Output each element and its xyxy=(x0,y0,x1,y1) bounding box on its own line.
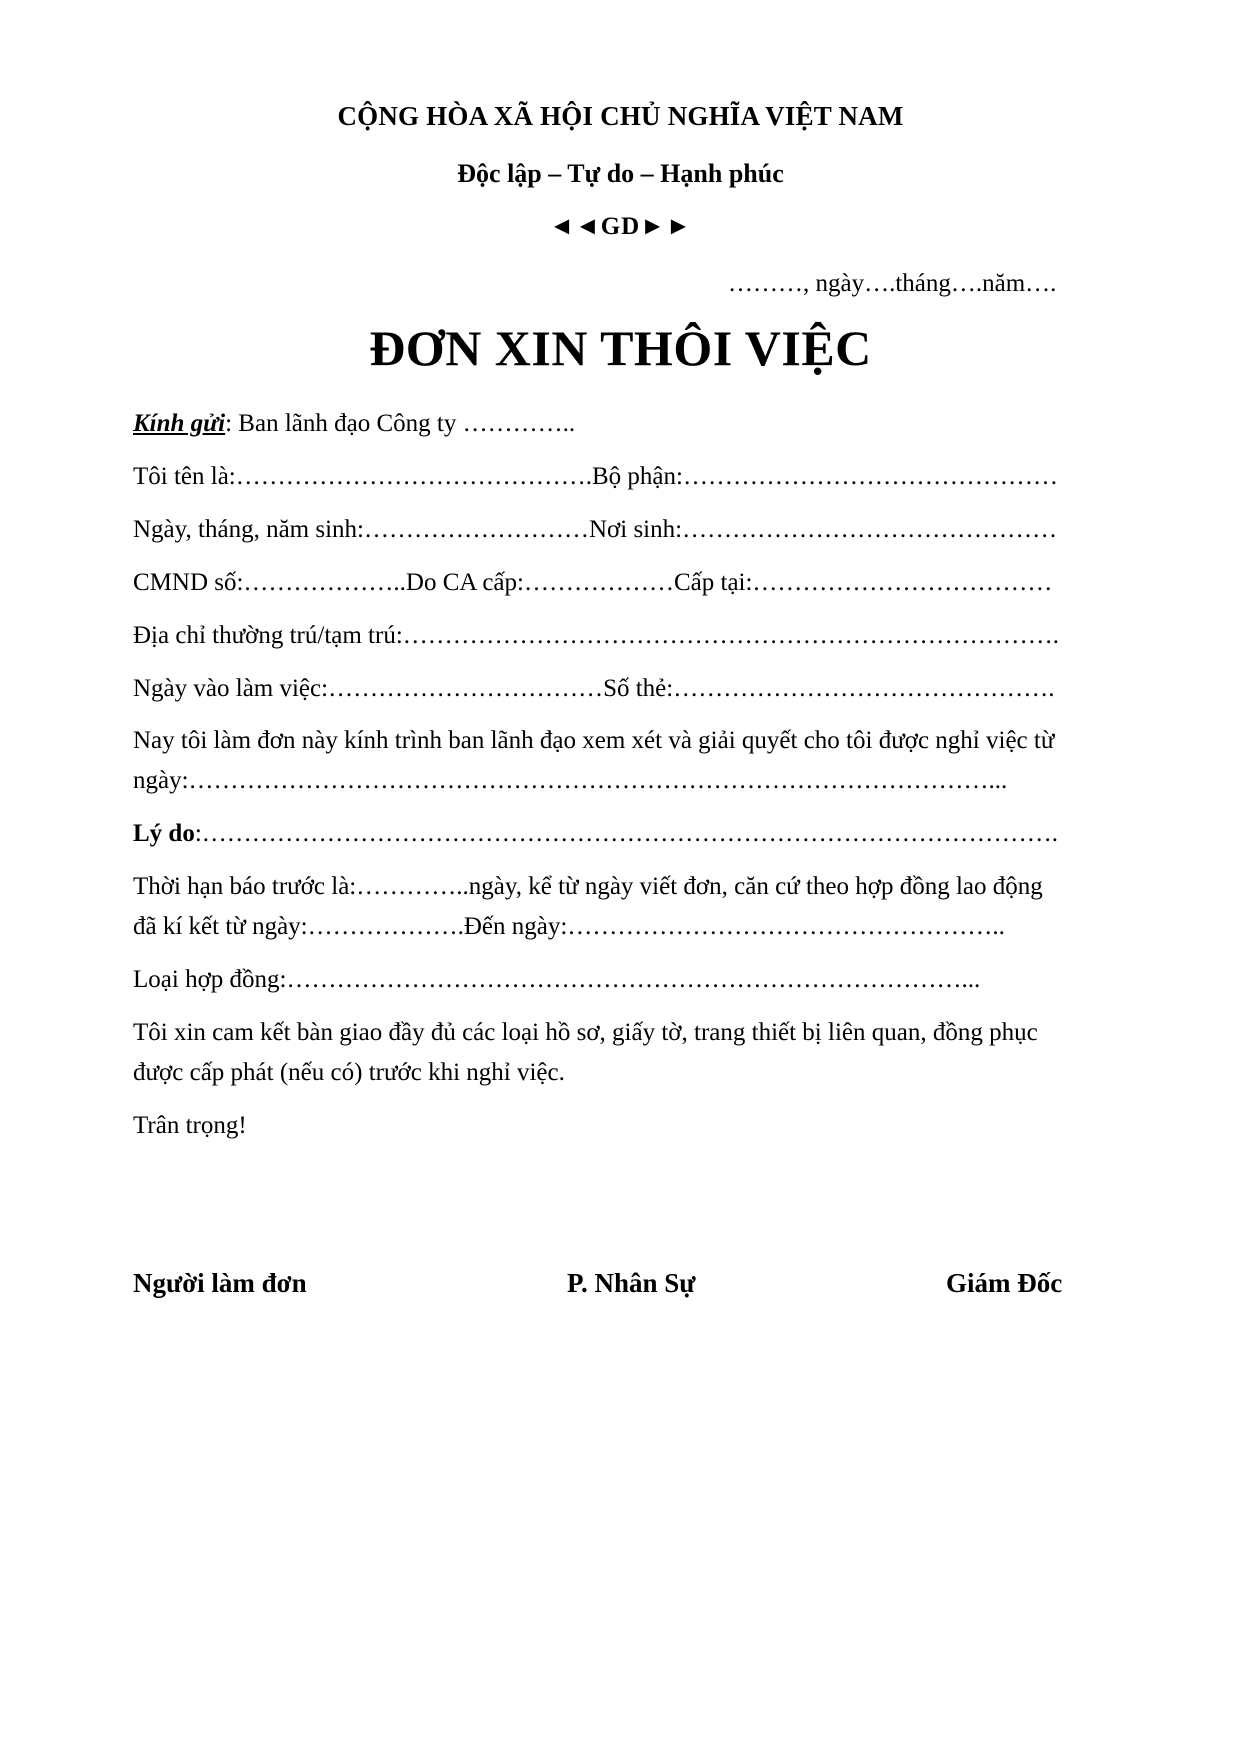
id-card-line: CMND số:………………..Do CA cấp:………………Cấp tại:……………………………… xyxy=(133,569,1053,596)
document-title: ĐƠN XIN THÔI VIỆC xyxy=(369,320,872,376)
notice-line-2: đã kí kết từ ngày:……………….Đến ngày:…………………………………………….. xyxy=(133,913,1005,940)
national-title: CỘNG HÒA XÃ HỘI CHỦ NGHĨA VIỆT NAM xyxy=(337,101,904,131)
signature-hr: P. Nhân Sự xyxy=(567,1268,696,1298)
date-line: ………, ngày….tháng….năm…. xyxy=(728,270,1057,297)
ornament-divider: ◄◄GD►► xyxy=(549,213,692,240)
address-line: Địa chỉ thường trú/tạm trú:……………………………………………………………………. xyxy=(133,622,1060,649)
signature-director: Giám Đốc xyxy=(946,1268,1063,1298)
birth-info-line: Ngày, tháng, năm sinh:………………………Nơi sinh:……………………………………… xyxy=(133,516,1058,543)
national-motto: Độc lập – Tự do – Hạnh phúc xyxy=(457,159,784,188)
recipient-label: Kính gửi xyxy=(133,410,226,437)
start-date-line: Ngày vào làm việc:……………………………Số thẻ:………………………………………. xyxy=(133,675,1055,702)
contract-type-line: Loại hợp đồng:………………………………………………………………………... xyxy=(133,966,981,993)
signature-applicant: Người làm đơn xyxy=(133,1268,307,1298)
name-department-line: Tôi tên là:…………………………………….Bộ phận:……………………………………… xyxy=(133,463,1058,490)
closing-line: Trân trọng! xyxy=(133,1112,247,1139)
reason-line xyxy=(133,820,1058,848)
commitment-line-2: được cấp phát (nếu có) trước khi nghỉ việc. xyxy=(133,1059,565,1086)
reason-text: :…………………………………………………………………………………………. xyxy=(194,820,1059,847)
recipient-text: : Ban lãnh đạo Công ty ………….. xyxy=(225,410,576,437)
recipient-line xyxy=(133,410,575,438)
notice-line-1: Thời hạn báo trước là:…………..ngày, kể từ ngày viết đơn, căn cứ theo hợp đồng lao động xyxy=(133,873,1043,900)
commitment-line-1: Tôi xin cam kết bàn giao đầy đủ các loại hồ sơ, giấy tờ, trang thiết bị liên quan, đồng phục xyxy=(133,1019,1038,1046)
request-line-2: ngày:……………………………………………………………………………………... xyxy=(133,767,1008,794)
reason-label: Lý do xyxy=(133,820,195,847)
request-line-1: Nay tôi làm đơn này kính trình ban lãnh đạo xem xét và giải quyết cho tôi được nghỉ việc từ xyxy=(133,727,1055,754)
